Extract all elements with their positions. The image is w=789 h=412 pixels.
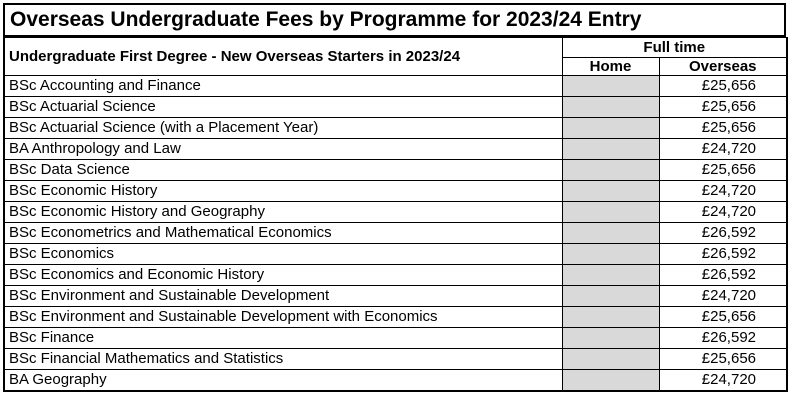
programme-name-cell: BSc Financial Mathematics and Statistics	[4, 349, 562, 370]
table-header-full-time: Full time	[562, 38, 787, 58]
table-row	[4, 160, 787, 181]
programme-name-cell: BA Geography	[4, 370, 562, 392]
home-fee-cell	[562, 244, 659, 265]
table-row	[4, 265, 787, 286]
home-fee-cell	[562, 265, 659, 286]
programme-name-cell: BSc Actuarial Science	[4, 97, 562, 118]
document-title: Overseas Undergraduate Fees by Programme for 2023/24 Entry	[3, 3, 786, 37]
fees-document	[3, 3, 786, 392]
table-row	[4, 370, 787, 392]
home-fee-cell	[562, 139, 659, 160]
table-row	[4, 181, 787, 202]
home-fee-cell	[562, 328, 659, 349]
table-row	[4, 349, 787, 370]
overseas-fee-cell: £25,656	[659, 160, 787, 181]
programme-name-cell: BSc Data Science	[4, 160, 562, 181]
table-row	[4, 76, 787, 97]
programme-name-cell: BSc Environment and Sustainable Development	[4, 286, 562, 307]
overseas-fee-cell: £24,720	[659, 181, 787, 202]
table-row	[4, 307, 787, 328]
programme-name-cell: BSc Finance	[4, 328, 562, 349]
overseas-fee-cell: £24,720	[659, 202, 787, 223]
programme-name-cell: BSc Actuarial Science (with a Placement Year)	[4, 118, 562, 139]
home-fee-cell	[562, 307, 659, 328]
table-row	[4, 139, 787, 160]
programme-name-cell: BSc Economic History and Geography	[4, 202, 562, 223]
overseas-fee-cell: £26,592	[659, 244, 787, 265]
table-row	[4, 244, 787, 265]
overseas-fee-cell: £24,720	[659, 139, 787, 160]
programme-name-cell: BSc Accounting and Finance	[4, 76, 562, 97]
overseas-fee-cell: £25,656	[659, 97, 787, 118]
home-fee-cell	[562, 160, 659, 181]
overseas-fee-cell: £25,656	[659, 118, 787, 139]
table-row	[4, 202, 787, 223]
home-fee-cell	[562, 76, 659, 97]
header-row	[4, 38, 787, 58]
overseas-fee-cell: £26,592	[659, 328, 787, 349]
column-header-home: Home	[562, 58, 659, 76]
programme-name-cell: BSc Economics	[4, 244, 562, 265]
table-row	[4, 223, 787, 244]
programme-name-cell: BSc Econometrics and Mathematical Economics	[4, 223, 562, 244]
home-fee-cell	[562, 223, 659, 244]
table-row	[4, 286, 787, 307]
overseas-fee-cell: £24,720	[659, 370, 787, 392]
overseas-fee-cell: £26,592	[659, 223, 787, 244]
overseas-fee-cell: £25,656	[659, 76, 787, 97]
home-fee-cell	[562, 97, 659, 118]
programme-name-cell: BA Anthropology and Law	[4, 139, 562, 160]
programme-name-cell: BSc Economic History	[4, 181, 562, 202]
overseas-fee-cell: £24,720	[659, 286, 787, 307]
programme-name-cell: BSc Economics and Economic History	[4, 265, 562, 286]
home-fee-cell	[562, 181, 659, 202]
home-fee-cell	[562, 118, 659, 139]
home-fee-cell	[562, 349, 659, 370]
table-row	[4, 118, 787, 139]
overseas-fee-cell: £25,656	[659, 349, 787, 370]
home-fee-cell	[562, 370, 659, 392]
overseas-fee-cell: £25,656	[659, 307, 787, 328]
table-row	[4, 328, 787, 349]
table-row	[4, 97, 787, 118]
column-header-overseas: Overseas	[659, 58, 787, 76]
home-fee-cell	[562, 202, 659, 223]
overseas-fee-cell: £26,592	[659, 265, 787, 286]
table-header-programme: Undergraduate First Degree - New Overseas Starters in 2023/24	[4, 38, 562, 76]
fees-table	[3, 37, 788, 392]
home-fee-cell	[562, 286, 659, 307]
programme-name-cell: BSc Environment and Sustainable Development with Economics	[4, 307, 562, 328]
